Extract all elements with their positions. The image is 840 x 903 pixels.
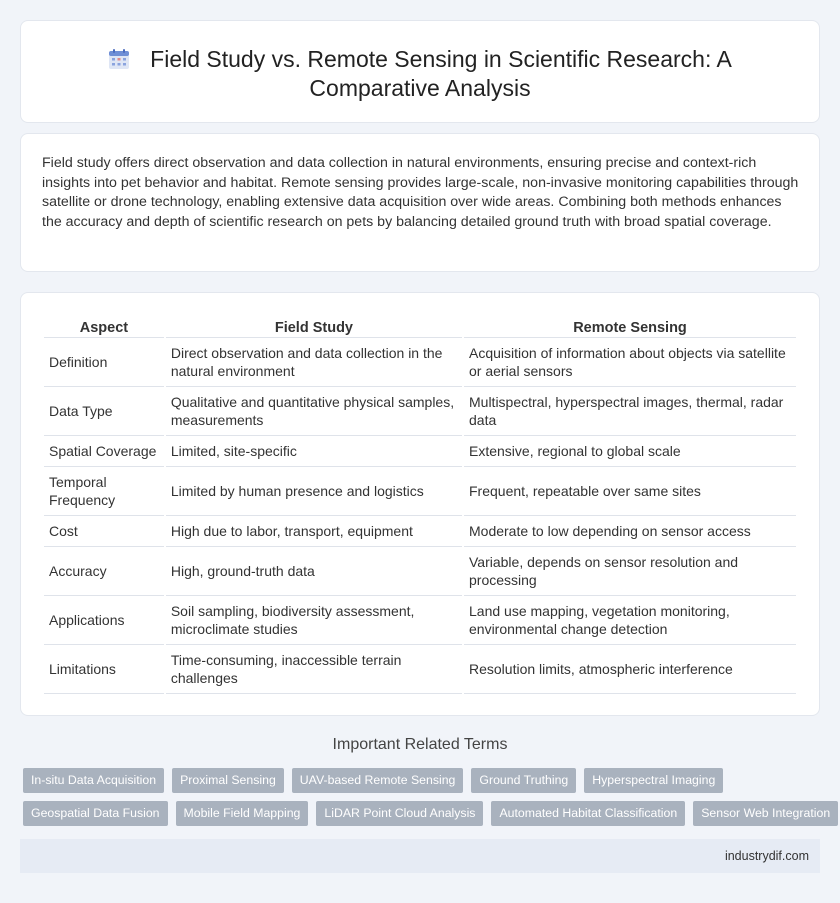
page-title: Field Study vs. Remote Sensing in Scientific Research: A Comparative Analysis [150,46,732,101]
table-row [44,436,796,467]
aspect-cell: Data Type [44,387,164,436]
intro-card [20,133,820,272]
field-study-cell: High, ground-truth data [166,547,462,596]
related-term-tag[interactable]: UAV-based Remote Sensing [292,768,464,793]
remote-sensing-cell: Resolution limits, atmospheric interference [464,645,796,694]
related-term-tag[interactable]: Mobile Field Mapping [176,801,309,826]
table-row [44,645,796,694]
field-study-cell: Direct observation and data collection in the natural environment [166,338,462,387]
footer [20,839,820,873]
remote-sensing-cell: Acquisition of information about objects via satellite or aerial sensors [464,338,796,387]
comparison-table [42,314,798,694]
header-field-study: Field Study [166,314,462,338]
comparison-table-card [20,292,820,716]
table-row [44,547,796,596]
table-row [44,467,796,516]
aspect-cell: Temporal Frequency [44,467,164,516]
remote-sensing-cell: Multispectral, hyperspectral images, thermal, radar data [464,387,796,436]
related-term-tag[interactable]: Sensor Web Integration [693,801,838,826]
header-remote-sensing: Remote Sensing [464,314,796,338]
table-row [44,387,796,436]
field-study-cell: Soil sampling, biodiversity assessment, microclimate studies [166,596,462,645]
header-aspect: Aspect [44,314,164,338]
intro-paragraph: Field study offers direct observation and data collection in natural environments, ensuring precise and context-rich insights into pet behavior and habitat. Remote sensing provides large-scale, non-invasive monitoring capabilities through satellite or drone technology, enabling extensive data acquisition over wide areas. Combining both methods enhances the accuracy and depth of scientific research on pets by balancing detailed ground truth with broad spatial coverage. [42,155,799,230]
related-term-tag[interactable]: Hyperspectral Imaging [584,768,723,793]
remote-sensing-cell: Land use mapping, vegetation monitoring, environmental change detection [464,596,796,645]
related-term-tag[interactable]: LiDAR Point Cloud Analysis [316,801,483,826]
aspect-cell: Applications [44,596,164,645]
calendar-icon [108,48,130,70]
table-header-row [44,314,796,338]
aspect-cell: Accuracy [44,547,164,596]
table-row [44,596,796,645]
aspect-cell: Definition [44,338,164,387]
related-terms-tags [23,768,831,834]
remote-sensing-cell: Variable, depends on sensor resolution and processing [464,547,796,596]
related-term-tag[interactable]: Geospatial Data Fusion [23,801,168,826]
related-term-tag[interactable]: Automated Habitat Classification [491,801,685,826]
remote-sensing-cell: Extensive, regional to global scale [464,436,796,467]
field-study-cell: High due to labor, transport, equipment [166,516,462,547]
field-study-cell: Time-consuming, inaccessible terrain challenges [166,645,462,694]
field-study-cell: Limited, site-specific [166,436,462,467]
related-terms-title: Important Related Terms [332,736,508,753]
related-term-tag[interactable]: Proximal Sensing [172,768,284,793]
aspect-cell: Spatial Coverage [44,436,164,467]
tag-row [23,801,831,826]
remote-sensing-cell: Frequent, repeatable over same sites [464,467,796,516]
footer-site-link[interactable]: industrydif.com [724,849,809,863]
field-study-cell: Qualitative and quantitative physical samples, measurements [166,387,462,436]
table-row [44,516,796,547]
table-row [44,338,796,387]
remote-sensing-cell: Moderate to low depending on sensor access [464,516,796,547]
tag-row [23,768,823,793]
page-title-container [21,45,819,103]
title-card [20,20,820,123]
aspect-cell: Limitations [44,645,164,694]
aspect-cell: Cost [44,516,164,547]
related-term-tag[interactable]: In-situ Data Acquisition [23,768,164,793]
field-study-cell: Limited by human presence and logistics [166,467,462,516]
related-term-tag[interactable]: Ground Truthing [471,768,576,793]
